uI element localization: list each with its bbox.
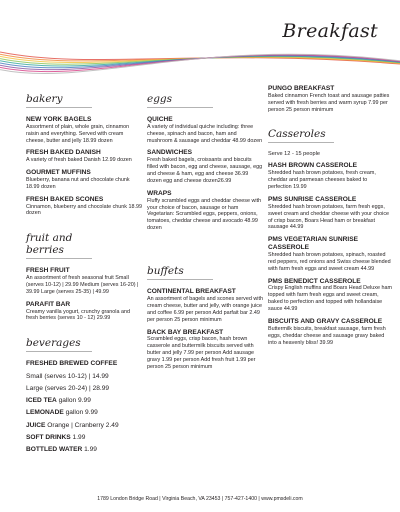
section-eggs [147, 93, 263, 232]
item-name: GOURMET MUFFINS [26, 169, 91, 177]
section-spacer [268, 118, 392, 126]
beverage-item [26, 385, 142, 393]
item-description: Assortment of plain, whole grain, cinnamon raisin and everything. Served with cream cheese, butter and jelly 18.99 dozen [26, 123, 130, 144]
item-name: SANDWICHES [147, 149, 193, 157]
column-left [26, 91, 142, 458]
item-name: BISCUITS AND GRAVY CASSEROLE [268, 318, 383, 325]
menu-item [26, 116, 142, 144]
item-description: Buttermilk biscuits, breakfast sausage, farm fresh eggs, cheddar cheese and sausage gravy baked into a heavenly bliss! 39.99 [268, 325, 386, 346]
beverage-name: SOFT DRINKS [26, 433, 71, 441]
item-description: Crispy English muffins and Boars Head Deluxe ham topped with farm fresh eggs and sweet cream, baked to perfection and topped with hollandaise sauce 44.99 [268, 285, 392, 313]
item-description: Shredded hash brown potatoes, fresh cream, cheddar and parmesan cheeses baked to perfection 19.99 [268, 170, 376, 191]
section-fruit-and-berries [26, 232, 142, 322]
item-description: An assortment of bagels and scones served with cream cheese, butter and jelly, with orange juice and coffee 6.99 per person Add parfait bar 2.49 per person 25 person minimum [147, 295, 263, 323]
item-description: Cinnamon, blueberry and chocolate chunk 18.99 dozen [26, 203, 142, 217]
item-description: Blueberry, banana nut and chocolate chunk 18.99 dozen [26, 176, 130, 190]
item-name: BACK BAY BREAKFAST [147, 328, 224, 336]
item-name: PARAFIT BAR [26, 300, 71, 308]
menu-item [268, 162, 392, 190]
item-name: FRESH FRUIT [26, 267, 70, 275]
beverage-item [26, 446, 142, 454]
menu-item [268, 318, 392, 346]
item-name: CONTINENTAL BREAKFAST [147, 288, 236, 296]
item-description: Shredded hash brown potatoes, spinach, roasted red peppers, red onions and Swiss cheese blended with farm fresh eggs and sweet cream 44.99 [268, 251, 391, 272]
beverage-price: Orange | Cranberry 2.49 [47, 421, 119, 429]
beverage-name: ICED TEA [26, 397, 57, 405]
menu-item [147, 329, 263, 371]
menu-item [26, 169, 142, 191]
menu-item [268, 85, 392, 113]
section-beverages [26, 337, 142, 454]
beverage-item [26, 360, 142, 368]
column-middle [147, 91, 263, 376]
item-name: PMS BENEDICT CASSEROLE [268, 277, 361, 285]
item-description: Creamy vanilla yogurt, crunchy granola and fresh berries (serves 10 - 12) 29.99 [26, 308, 130, 322]
beverage-price: 1.99 [72, 433, 86, 441]
menu-item [268, 236, 392, 272]
header-ribbon-lines [0, 0, 400, 90]
item-name: QUICHE [147, 116, 173, 123]
serves-note: Serve 12 - 15 people [268, 151, 320, 158]
section-casseroles [268, 128, 392, 346]
beverage-name: FRESHED BREWED COFFEE [26, 360, 118, 368]
beverage-price: gallon 9.99 [58, 397, 91, 405]
item-name: PMS VEGETARIAN SUNRISE CASSEROLE [268, 236, 359, 252]
menu-item [268, 278, 392, 313]
beverage-item [26, 409, 142, 417]
category-heading: Casseroles [268, 128, 334, 143]
beverage-item [26, 397, 142, 405]
menu-item [147, 288, 263, 323]
section-bakery [26, 93, 142, 217]
section-spacer [26, 327, 142, 335]
category-heading: eggs [147, 93, 213, 108]
menu-item [26, 267, 142, 295]
item-name: HASH BROWN CASSEROLE [268, 162, 358, 170]
page-title: Breakfast [282, 20, 378, 42]
section-buffets [147, 265, 263, 371]
item-description: A variety of individual quiche including: three cheese, spinach and bacon, ham and mushroom & sausage and cheddar 48.99 dozen [147, 123, 263, 144]
beverage-price: Large (serves 20-24) | 28.99 [26, 384, 110, 392]
footer-contact: 1789 London Bridge Road | Virginia Beach, VA 23453 | 757-427-1400 | www.pmsdeli.com [97, 496, 303, 502]
menu-item [26, 196, 142, 218]
menu-item [26, 301, 142, 323]
beverage-name: LEMONADE [26, 409, 64, 417]
beverage-name: JUICE [26, 421, 46, 429]
item-description: Fluffy scrambled eggs and cheddar cheese with your choice of bacon, sausage or ham Vegetarian: Scrambled eggs, peppers, onions, tomatoes, cheddar cheese and avocado 48.99 dozen [147, 197, 262, 232]
beverage-price: Small (serves 10-12) | 14.99 [26, 372, 109, 380]
beverage-item [26, 422, 142, 430]
section-spacer [26, 222, 142, 230]
item-description: Scrambled eggs, crisp bacon, hash brown casserole and buttermilk biscuits served with butter and jelly 7.99 per person Add sausage gravy 1.99 per person Add fresh fruit 1.99 per person 25 person minimum [147, 336, 256, 370]
item-description: A variety of fresh baked Danish 12.99 dozen [26, 157, 132, 164]
item-description: Shredded hash brown potatoes, farm fresh eggs, sweet cream and cheddar cheese with your choice of crisp bacon, Boars Head ham or breakfast sausage 44.99 [268, 203, 390, 231]
item-name: WRAPS [147, 189, 172, 197]
section-spacer [147, 237, 263, 263]
item-description: Baked cinnamon French toast and sausage patties served with fresh berries and warm syrup 7.99 per person 25 person minimum [268, 92, 390, 113]
beverage-item [26, 434, 142, 442]
item-description: Fresh baked bagels, croissants and biscuits filled with bacon, egg and cheese, sausage, egg and cheese & ham, egg and cheese 36.99 dozen egg and cheese dozen26.99 [147, 157, 263, 184]
beverage-item [26, 373, 142, 381]
item-description: An assortment of fresh seasonal fruit Small (serves 10-12) | 29.99 Medium (serves 16-20) | 39.99 Large (serves 25-35) | 49.99 [26, 275, 139, 295]
item-name: NEW YORK BAGELS [26, 116, 92, 123]
beverage-price: 1.99 [84, 446, 97, 454]
category-heading: bakery [26, 93, 92, 108]
menu-item [268, 196, 392, 231]
column-right [268, 85, 392, 351]
beverage-name: BOTTLED WATER [26, 446, 83, 454]
category-heading: fruit and berries [26, 232, 92, 259]
category-heading: beverages [26, 337, 92, 352]
beverage-price: gallon 9.99 [65, 409, 98, 417]
item-name: FRESH BAKED SCONES [26, 195, 104, 203]
item-name: FRESH BAKED DANISH [26, 149, 101, 157]
menu-item [26, 149, 142, 164]
menu-item [147, 116, 263, 144]
menu-item [147, 190, 263, 232]
item-name: PMS SUNRISE CASSEROLE [268, 195, 357, 203]
item-name: PUNGO BREAKFAST [268, 85, 335, 92]
category-heading: buffets [147, 265, 213, 280]
menu-item [147, 149, 263, 184]
